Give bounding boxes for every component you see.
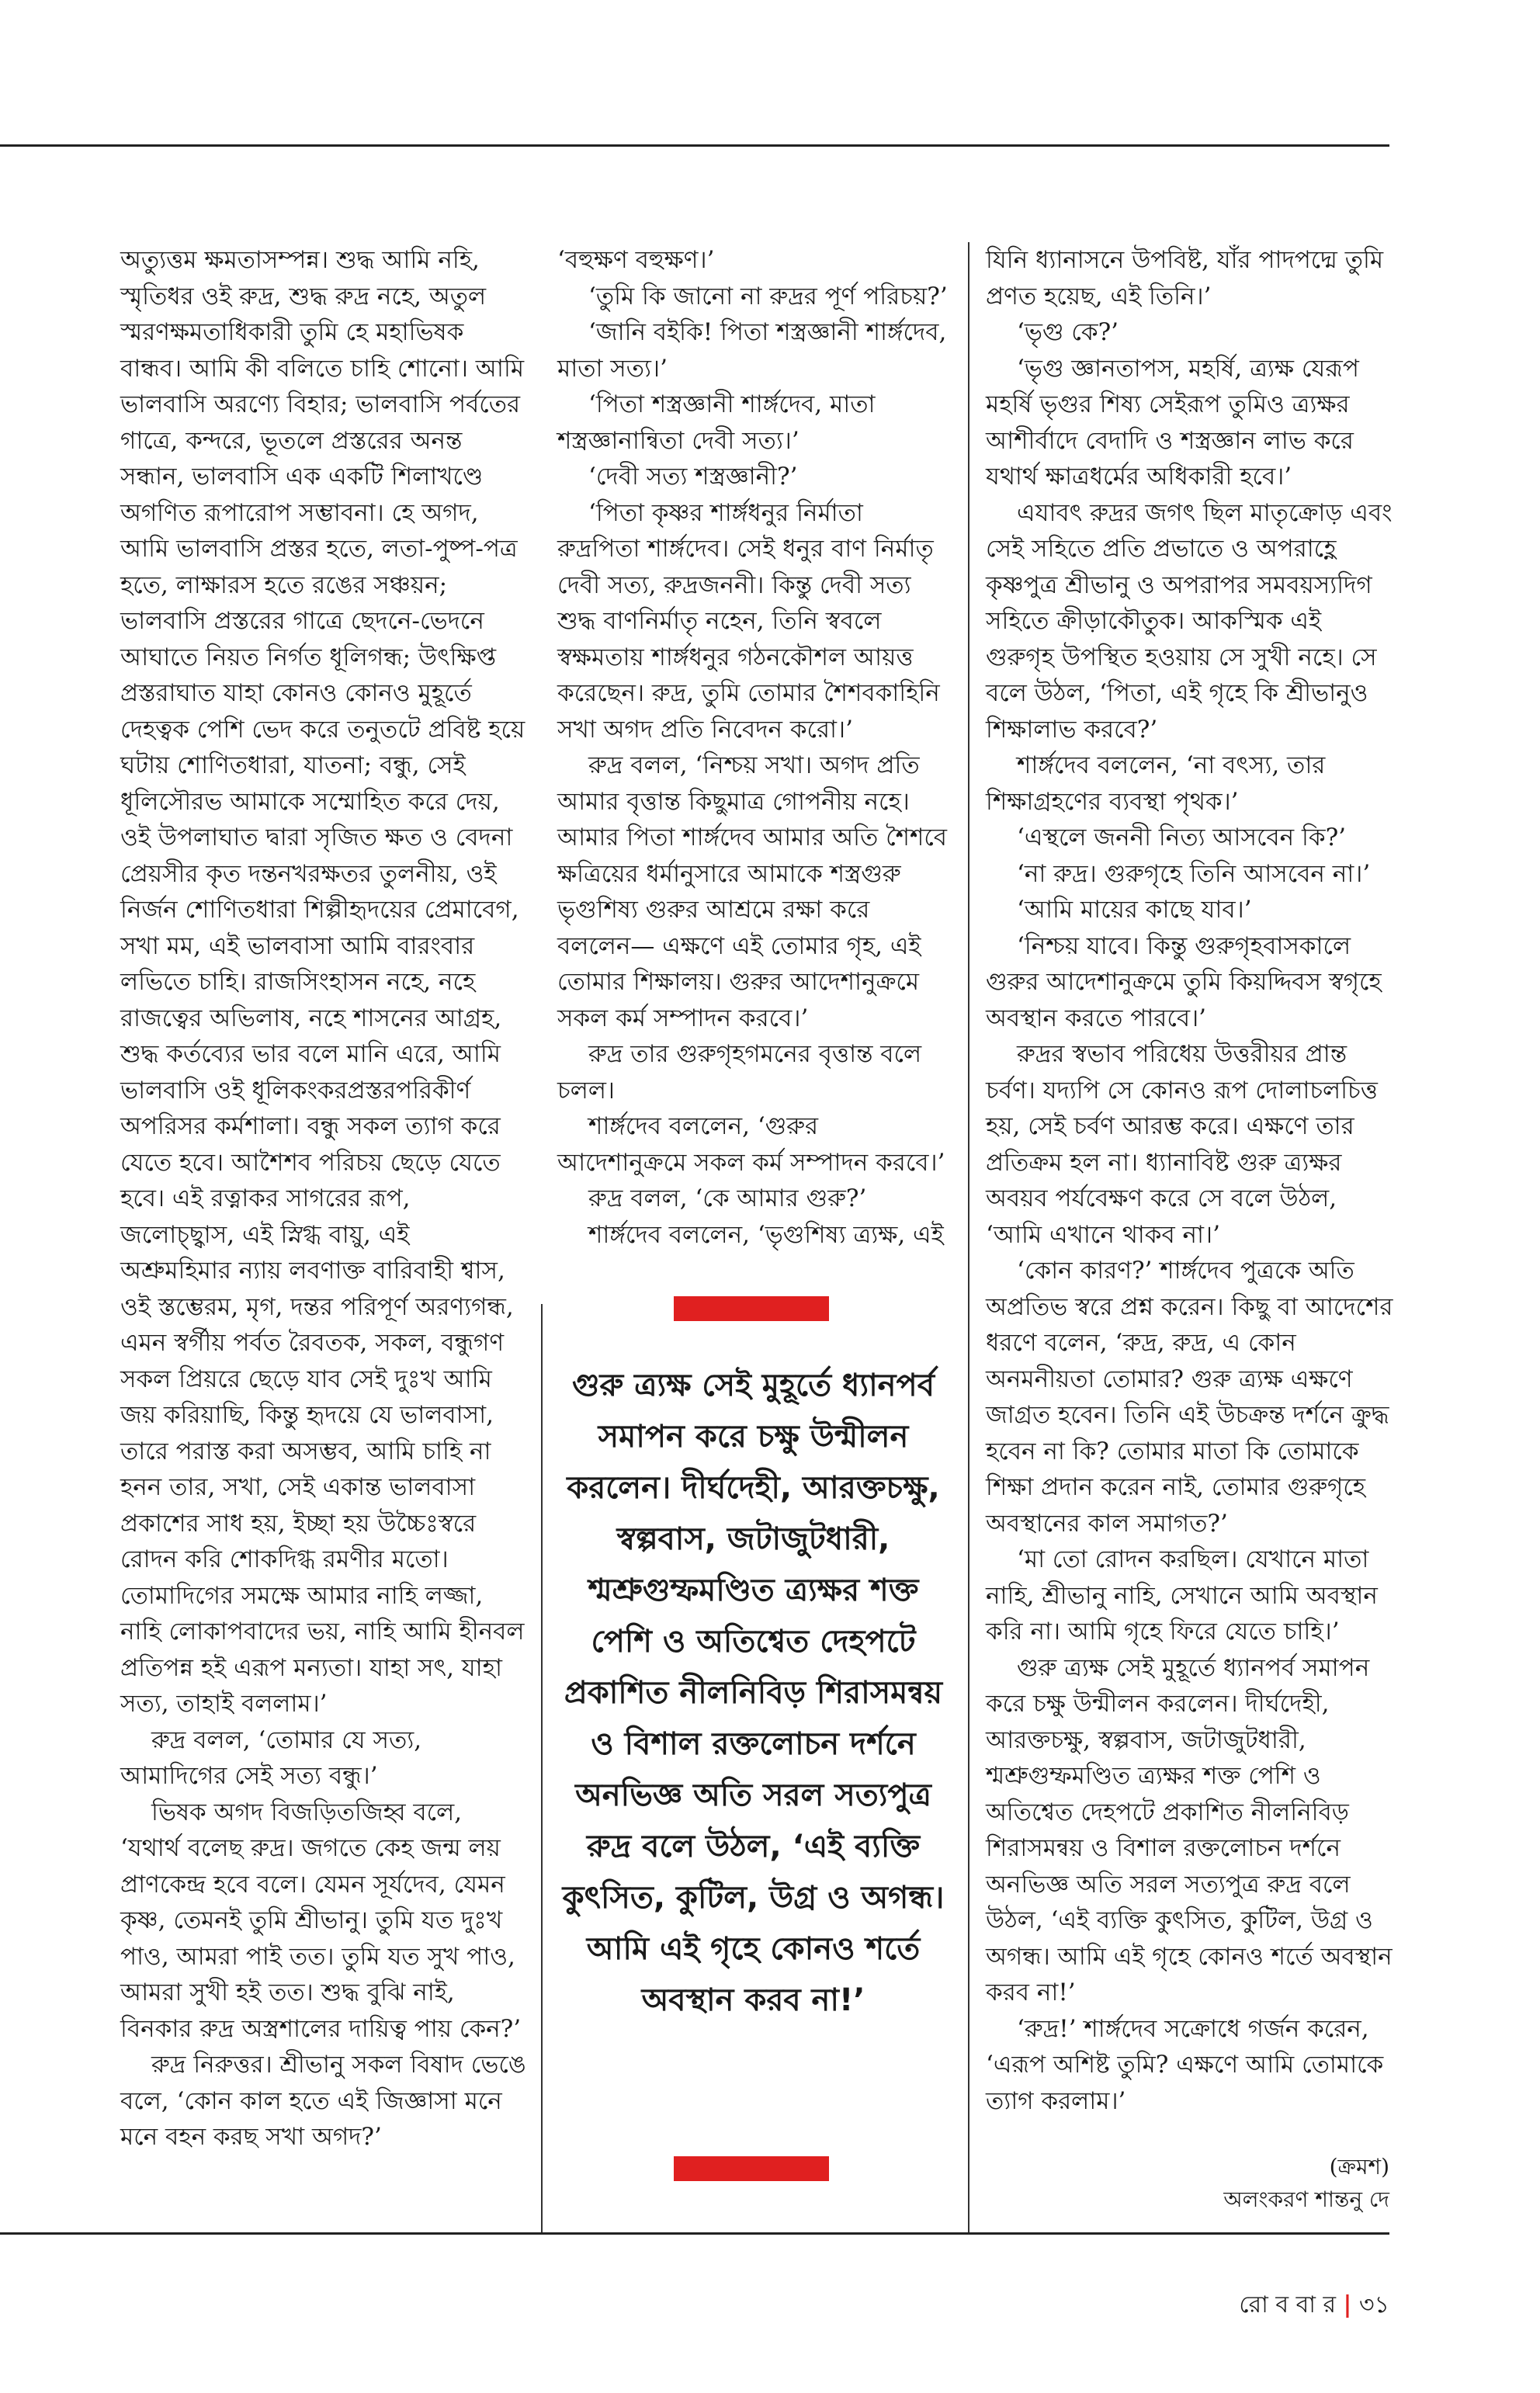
- paragraph: ‘না রুদ্র। গুরুগৃহে তিনি আসবেন না।’: [1017, 859, 1371, 888]
- column-divider: [968, 242, 969, 2232]
- serial-note: (ক্রমশ): [1329, 2154, 1389, 2180]
- paragraph: অত্যুত্তম ক্ষমতাসম্পন্ন। শুদ্ধ আমি নহি, স্মৃতিধর ওই রুদ্র, শুদ্ধ রুদ্র নহে, অতুল স্মরণক্ষমতাধিকারী তুমি হে মহাভিষক বান্ধব। আমি কী বলিতে চাহি শোনো। আমি ভালবাসি অরণ্যে বিহার; ভালবাসি পর্বতের গাত্রে, কন্দরে, ভূতলে প্রস্তরের অনন্ত সন্ধান, ভালবাসি এক একটি শিলাখণ্ডে অগণিত রূপারোপ সম্ভাবনা। হে অগদ, আমি ভালবাসি প্রস্তর হতে, লতা-পুষ্প-পত্র হতে, লাক্ষারস হতে রঙের সঞ্চয়ন; ভালবাসি প্রস্তরের গাত্রে ছেদনে-ভেদনে আঘাতে নিয়ত নির্গত ধূলিগন্ধ; উৎক্ষিপ্ত প্রস্তরাঘাত যাহা কোনও কোনও মুহূর্তে দেহত্বক পেশি ভেদ করে তনুতটে প্রবিষ্ট হয়ে ঘটায় শোণিতধারা, যাতনা; বন্ধু, সেই ধূলিসৌরভ আমাকে সম্মোহিত করে দেয়, ওই উপলাঘাত দ্বারা সৃজিত ক্ষত ও বেদনা প্রেয়সীর কৃত দন্তনখরক্ষতর তুলনীয়, ওই নির্জন শোণিতধারা শিল্পীহৃদয়ের প্রেমাবেগ, সখা মম, এই ভালবাসা আমি বারংবার লভিতে চাহি। রাজসিংহাসন নহে, নহে রাজত্বের অভিলাষ, নহে শাসনের আগ্রহ, শুদ্ধ কর্তব্যের ভার বলে মানি এরে, আমি ভালবাসি ওই ধূলিকংকরপ্রস্তরপরিকীর্ণ অপরিসর কর্মশালা। বন্ধু সকল ত্যাগ করে যেতে হবে। আশৈশব পরিচয় ছেড়ে যেতে হবে। এই রত্নাকর সাগরের রূপ, জলোচ্ছ্বাস, এই স্নিগ্ধ বায়ু, এই অশ্রুমহিমার ন্যায় লবণাক্ত বারিবাহী শ্বাস, ওই স্তম্ভেরম, মৃগ, দন্তর পরিপূর্ণ অরণ্যগন্ধ, এমন স্বর্গীয় পর্বত রৈবতক, সকল, বন্ধুগণ সকল প্রিয়রে ছেড়ে যাব সেই দুঃখ আমি জয় করিয়াছি, কিন্তু হৃদয়ে যে ভালবাসা, তারে পরাস্ত করা অসম্ভব, আমি চাহি না হনন তার, সখা, সেই একান্ত ভালবাসা প্রকাশের সাধ হয়, ইচ্ছা হয় উচ্চৈঃস্বরে রোদন করি শোকদিগ্ধ রমণীর মতো। তোমাদিগের সমক্ষে আমার নাহি লজ্জা, নাহি লোকাপবাদের ভয়, নাহি আমি হীনবল প্রতিপন্ন হই এরূপ মন্যতা। যাহা সৎ, যাহা সত্য, তাহাই বললাম।’: [120, 246, 525, 1718]
- article-column-1: [120, 242, 528, 2155]
- paragraph: রুদ্র বলল, ‘তোমার যে সত্য, আমাদিগের সেই সত্য বন্ধু।’: [120, 1725, 422, 1790]
- pull-quote-top-bar: [674, 1296, 829, 1321]
- paragraph: শার্ঙ্গদেব বললেন, ‘গুরুর আদেশানুক্রমে সকল কর্ম সম্পাদন করবে।’: [557, 1112, 945, 1177]
- paragraph: শার্ঙ্গদেব বললেন, ‘ভৃগুশিষ্য ত্র্যক্ষ, এই: [588, 1220, 944, 1249]
- paragraph: ‘আমি মায়ের কাছে যাব।’: [1017, 896, 1252, 924]
- paragraph: রুদ্র বলল, ‘কে আমার গুরু?’: [588, 1184, 867, 1212]
- paragraph: ‘কোন কারণ?’ শার্ঙ্গদেব পুত্রকে অতি অপ্রতিভ স্বরে প্রশ্ন করেন। কিছু বা আদেশের ধরণে বলেন, ‘রুদ্র, রুদ্র, এ কোন অনমনীয়তা তোমার? গুরু ত্র্যক্ষ এক্ষণে জাগ্রত হবেন। তিনি এই উচক্রন্ত দর্শনে ক্রুদ্ধ হবেন না কি? তোমার মাতা কি তোমাকে শিক্ষা প্রদান করেন নাই, তোমার গুরুগৃহে অবস্থানের কাল সমাগত?’: [986, 1257, 1393, 1538]
- paragraph: ‘দেবী সত্য শস্ত্রজ্ঞানী?’: [588, 463, 798, 491]
- paragraph: ‘মা তো রোদন করছিল। যেখানে মাতা নাহি, শ্রীভানু নাহি, সেখানে আমি অবস্থান করি না। আমি গৃহে ফিরে যেতে চাহি।’: [986, 1545, 1378, 1646]
- paragraph: ‘রুদ্র!’ শার্ঙ্গদেব সক্রোধে গর্জন করেন, ‘এরূপ অশিষ্ট তুমি? এক্ষণে আমি তোমাকে ত্যাগ করলাম।’: [986, 2014, 1384, 2115]
- paragraph: ‘জানি বইকি! পিতা শস্ত্রজ্ঞানী শার্ঙ্গদেব, মাতা সত্য।’: [557, 318, 947, 383]
- magazine-name: রো ব বা র: [1239, 2291, 1336, 2318]
- footer-separator: |: [1343, 2291, 1352, 2318]
- paragraph: এযাবৎ রুদ্রর জগৎ ছিল মাতৃক্রোড় এবং সেই সহিতে প্রতি প্রভাতে ও অপরাহ্ণে কৃষ্ণপুত্র শ্রীভানু ও অপরাপর সমবয়স্যদিগ সহিতে ক্রীড়াকৌতুক। আকস্মিক এই গুরুগৃহ উপস্থিত হওয়ায় সে সুখী নহে। সে বলে উঠল, ‘পিতা, এই গৃহে কি শ্রীভানুও শিক্ষালাভ করবে?’: [986, 498, 1393, 744]
- column-divider: [541, 1304, 543, 2232]
- paragraph: রুদ্র নিরুত্তর। শ্রীভানু সকল বিষাদ ভেঙে বলে, ‘কোন কাল হতে এই জিজ্ঞাসা মনে মনে বহন করছ সখা অগদ?’: [120, 2051, 526, 2151]
- page-number: ৩১: [1359, 2291, 1389, 2318]
- bottom-rule: [0, 2232, 1389, 2235]
- top-rule: [0, 144, 1389, 147]
- paragraph: গুরু ত্র্যক্ষ সেই মুহূর্তে ধ্যানপর্ব সমাপন করে চক্ষু উন্মীলন করলেন। দীর্ঘদেহী, আরক্তচক্ষু, স্বল্পবাস, জটাজুটধারী, শ্মশ্রুগুম্ফমণ্ডিত ত্র্যক্ষর শক্ত পেশি ও অতিশ্বেত দেহপটে প্রকাশিত নীলনিবিড় শিরাসমন্বয় ও বিশাল রক্তলোচন দর্শনে অনভিজ্ঞ অতি সরল সত্যপুত্র রুদ্র বলে উঠল, ‘এই ব্যক্তি কুৎসিত, কুটিল, উগ্র ও অগন্ধ। আমি এই গৃহে কোনও শর্তে অবস্থান করব না!’: [986, 1653, 1393, 2006]
- paragraph: ‘ভৃগু কে?’: [1017, 318, 1119, 346]
- paragraph: রুদ্র তার গুরুগৃহগমনের বৃত্তান্ত বলে চলল।: [557, 1040, 922, 1105]
- pull-quote-text: গুরু ত্র্যক্ষ সেই মুহূর্তে ধ্যানপর্ব সমাপন করে চক্ষু উন্মীলন করলেন। দীর্ঘদেহী, আরক্তচক্ষু, স্বল্পবাস, জটাজুটধারী, শ্মশ্রুগুম্ফমণ্ডিত ত্র্যক্ষর শক্ত পেশি ও অতিশ্বেত দেহপটে প্রকাশিত নীলনিবিড় শিরাসমন্বয় ও বিশাল রক্তলোচন দর্শনে অনভিজ্ঞ অতি সরল সত্যপুত্র রুদ্র বলে উঠল, ‘এই ব্যক্তি কুৎসিত, কুটিল, উগ্র ও অগন্ধ। আমি এই গৃহে কোনও শর্তে অবস্থান করব না!’: [562, 1368, 945, 2018]
- paragraph: ‘বহুক্ষণ বহুক্ষণ।’: [557, 246, 715, 274]
- paragraph: যিনি ধ্যানাসনে উপবিষ্ট, যাঁর পাদপদ্মে তুমি প্রণত হয়েছ, এই তিনি।’: [986, 246, 1384, 310]
- article-column-3: [986, 242, 1393, 2119]
- pull-quote-bottom-bar: [674, 2156, 829, 2181]
- article-column-2: [557, 242, 949, 1253]
- paragraph: ভিষক অগদ বিজড়িতজিহ্ব বলে, ‘যথার্থ বলেছ রুদ্র। জগতে কেহ জন্ম লয় প্রাণকেন্দ্র হবে বলে। যেমন সূর্যদেব, যেমন কৃষ্ণ, তেমনই তুমি শ্রীভানু। তুমি যত দুঃখ পাও, আমরা পাই তত। তুমি যত সুখ পাও, আমরা সুখী হই তত। শুদ্ধ বুঝি নাই, বিনকার রুদ্র অস্ত্রশালের দায়িত্ব পায় কেন?’: [120, 1798, 522, 2043]
- paragraph: ‘পিতা কৃষ্ণর শার্ঙ্গধনুর নির্মাতা রুদ্রপিতা শার্ঙ্গদেব। সেই ধনুর বাণ নির্মাতৃ দেবী সত্য, রুদ্রজননী। কিন্তু দেবী সত্য শুদ্ধ বাণনির্মাতৃ নহেন, তিনি স্ববলে স্বক্ষমতায় শার্ঙ্গধনুর গঠনকৌশল আয়ত্ত করেছেন। রুদ্র, তুমি তোমার শৈশবকাহিনি সখা অগদ প্রতি নিবেদন করো।’: [557, 498, 940, 744]
- pull-quote: [557, 1296, 949, 2212]
- paragraph: ‘তুমি কি জানো না রুদ্রর পূর্ণ পরিচয়?’: [588, 282, 948, 310]
- paragraph: ‘পিতা শস্ত্রজ্ঞানী শার্ঙ্গদেব, মাতা শস্ত্রজ্ঞানান্বিতা দেবী সত্য।’: [557, 390, 876, 455]
- illustration-credit: অলংকরণ শান্তনু দে: [1223, 2187, 1389, 2212]
- paragraph: ‘নিশ্চয় যাবে। কিন্তু গুরুগৃহবাসকালে গুরুর আদেশানুক্রমে তুমি কিয়দ্দিবস স্বগৃহে অবস্থান করতে পারবে।’: [986, 931, 1382, 1032]
- paragraph: ‘ভৃগু জ্ঞানতাপস, মহর্ষি, ত্র্যক্ষ যেরূপ মহর্ষি ভৃগুর শিষ্য সেইরূপ তুমিও ত্র্যক্ষর আশীর্বাদে বেদাদি ও শস্ত্রজ্ঞান লাভ করে যথার্থ ক্ষাত্রধর্মের অধিকারী হবে।’: [986, 354, 1359, 491]
- page-footer: [1126, 2286, 1389, 2325]
- paragraph: রুদ্রর স্বভাব পরিধেয় উত্তরীয়র প্রান্ত চর্বণ। যদ্যপি সে কোনও রূপ দোলাচলচিত্ত হয়, সেই চর্বণ আরম্ভ করে। এক্ষণে তার প্রতিক্রম হল না। ধ্যানাবিষ্ট গুরু ত্র্যক্ষর অবয়ব পর্যবেক্ষণ করে সে বলে উঠল, ‘আমি এখানে থাকব না।’: [986, 1040, 1378, 1249]
- paragraph: ‘এস্থলে জননী নিত্য আসবেন কি?’: [1017, 824, 1347, 851]
- paragraph: রুদ্র বলল, ‘নিশ্চয় সখা। অগদ প্রতি আমার বৃত্তান্ত কিছুমাত্র গোপনীয় নহে। আমার পিতা শার্ঙ্গদেব আমার অতি শৈশবে ক্ষত্রিয়ের ধর্মানুসারে আমাকে শস্ত্রগুরু ভৃগুশিষ্য গুরুর আশ্রমে রক্ষা করে বললেন— এক্ষণে এই তোমার গৃহ, এই তোমার শিক্ষালয়। গুরুর আদেশানুক্রমে সকল কর্ম সম্পাদন করবে।’: [557, 751, 948, 1032]
- paragraph: শার্ঙ্গদেব বললেন, ‘না বৎস্য, তার শিক্ষাগ্রহণের ব্যবস্থা পৃথক।’: [986, 751, 1326, 816]
